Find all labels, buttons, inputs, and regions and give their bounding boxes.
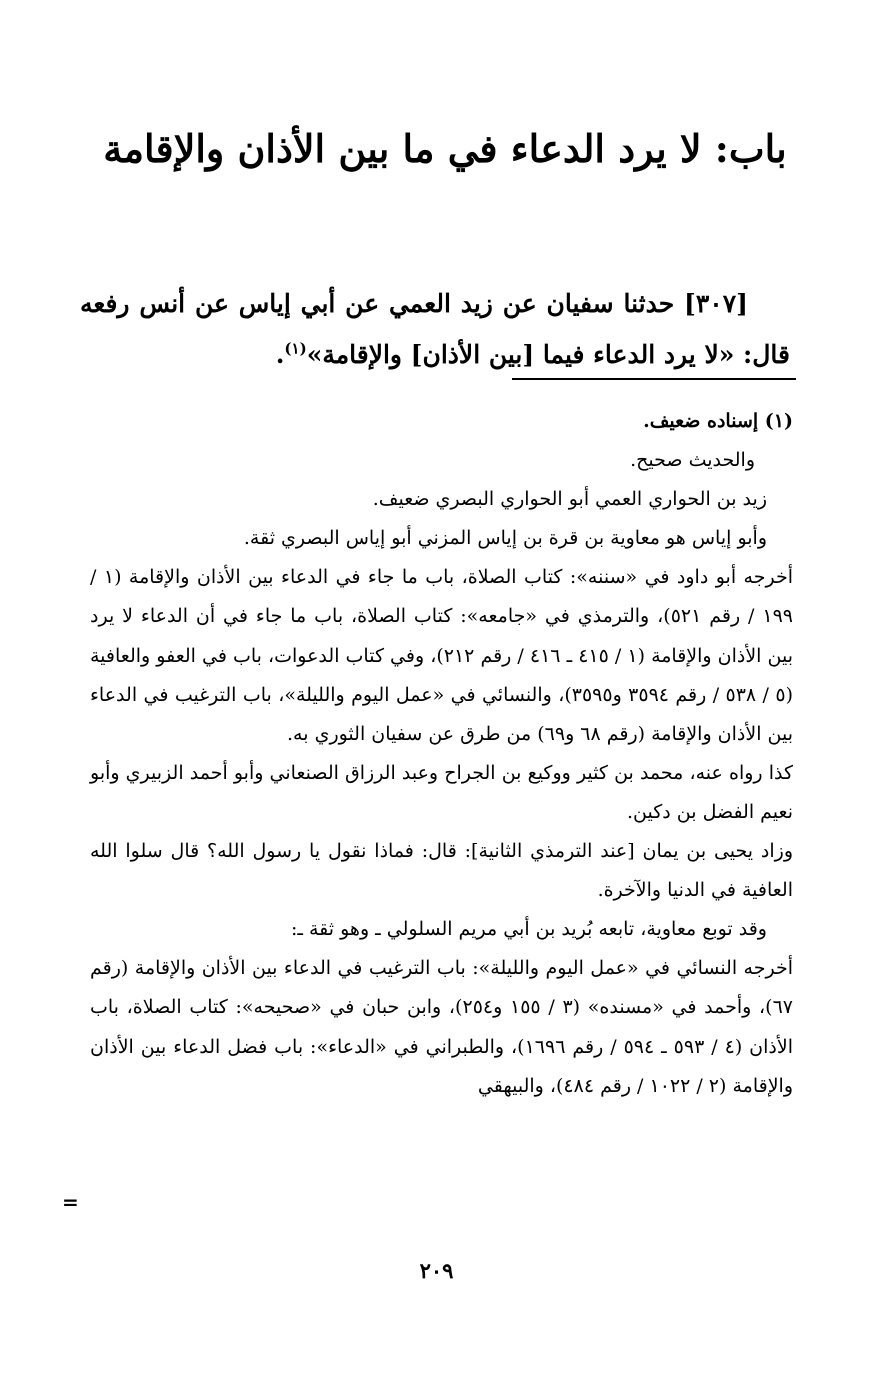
footnote-paragraph: أخرجه النسائي في «عمل اليوم والليلة»: باب الترغيب في الدعاء بين الأذان والإقامة (رقم ٦٧)، وأحمد في «مسنده» (٣ / ١٥٥ و٢٥٤)، وابن حبان في «صحيحه»: كتاب الصلاة، باب الأذان (٤ / ٥٩٣ ـ ٥٩٤ / رقم ١٦٩٦)، والطبراني في «الدعاء»: باب فضل الدعاء بين الأذان والإقامة (٢ / ١٠٢٢ / رقم ٤٨٤)، والبيهقي bbox=[90, 957, 794, 1097]
footnote-heading-line bbox=[90, 402, 793, 441]
chapter-title: باب: لا يرد الدعاء في ما بين الأذان والإقامة bbox=[103, 126, 787, 171]
footnote-block bbox=[90, 402, 793, 1106]
footnote-paragraph: وأبو إياس هو معاوية بن قرة بن إياس المزني أبو إياس البصري ثقة. bbox=[243, 527, 767, 550]
hadith-text bbox=[80, 278, 790, 380]
hadith-body: حدثنا سفيان عن زيد العمي عن أبي إياس عن أنس رفعه قال: «لا يرد الدعاء فيما [بين الأذان] والإقامة» bbox=[80, 289, 790, 369]
footnote-paragraph: والحديث صحيح. bbox=[630, 449, 755, 472]
footnote-divider bbox=[512, 378, 796, 380]
hadith-end: . bbox=[275, 340, 285, 369]
footnote-reference: (١) bbox=[284, 339, 307, 358]
page-number: ٢٠٩ bbox=[419, 1258, 454, 1283]
footnote-heading: إسناده ضعيف. bbox=[643, 410, 759, 432]
footnote-paragraph: وقد توبع معاوية، تابعه بُريد بن أبي مريم السلولي ـ وهو ثقة ـ: bbox=[290, 918, 767, 941]
footnote-paragraph: أخرجه أبو داود في «سننه»: كتاب الصلاة، باب ما جاء في الدعاء بين الأذان والإقامة (١ / ١٩٩ / رقم ٥٢١)، والترمذي في «جامعه»: كتاب الصلاة، باب ما جاء في أن الدعاء لا يرد بين الأذان والإقامة (١ / ٤١٥ ـ ٤١٦ / رقم ٢١٢)، وفي كتاب الدعوات، باب في العفو والعافية (٥ / ٥٣٨ / رقم ٣٥٩٤ و٣٥٩٥)، والنسائي في «عمل اليوم والليلة»، باب الترغيب في الدعاء بين الأذان والإقامة (رقم ٦٨ و٦٩) من طرق عن سفيان الثوري به. bbox=[90, 566, 794, 745]
footnote-paragraph: وزاد يحيى بن يمان [عند الترمذي الثانية]: قال: فماذا نقول يا رسول الله؟ قال سلوا الله العافية في الدنيا والآخرة. bbox=[90, 840, 793, 902]
hadith-number: [٣٠٧] bbox=[684, 289, 748, 318]
footnote-marker: (١) bbox=[764, 410, 793, 432]
footnote-paragraph: زيد بن الحواري العمي أبو الحواري البصري ضعيف. bbox=[372, 488, 767, 511]
continuation-mark: = bbox=[62, 1190, 79, 1214]
footnote-paragraph: كذا رواه عنه، محمد بن كثير ووكيع بن الجراح وعبد الرزاق الصنعاني وأبو أحمد الزبيري وأبو نعيم الفضل بن دكين. bbox=[90, 761, 793, 823]
